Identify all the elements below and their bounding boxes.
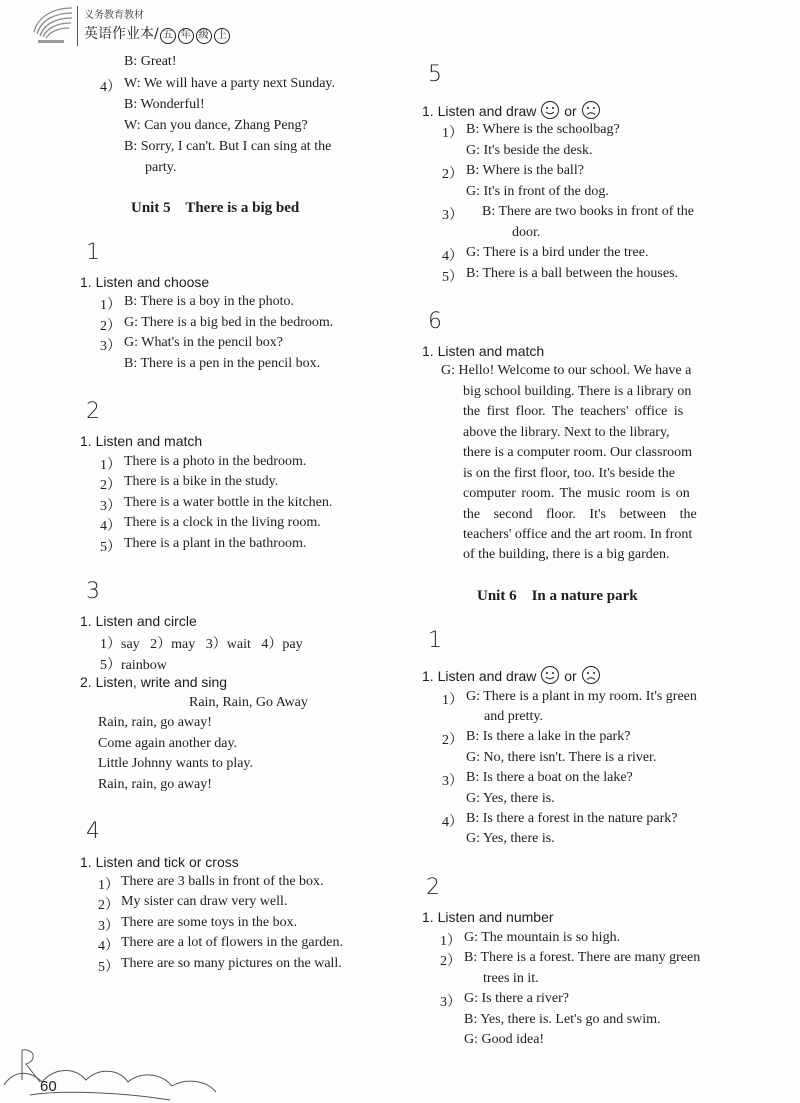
section-number: 5	[428, 62, 442, 87]
section-number: 1	[428, 628, 442, 653]
item-number: 2）	[100, 319, 121, 334]
dialog-line: party.	[145, 160, 177, 175]
list-item: and pretty.	[484, 709, 543, 724]
publisher-logo	[28, 2, 78, 48]
list-item: There is a photo in the bedroom.	[124, 454, 307, 469]
dialog-line: W: We will have a party next Sunday.	[124, 76, 336, 91]
grade-char: 五	[160, 28, 176, 44]
item-number: 2）	[442, 167, 463, 182]
paragraph-line: teachers' office and the art room. In front	[463, 527, 693, 542]
header-title-prefix: 英语作业本/	[84, 26, 159, 42]
item-number: 1）	[98, 878, 119, 893]
song-line: Rain, rain, go away!	[98, 715, 212, 730]
item-number: 4）	[100, 519, 121, 534]
exercise-heading-text: 1. Listen and draw	[422, 103, 537, 119]
song-line: Rain, rain, go away!	[98, 777, 212, 792]
or-text: or	[564, 103, 577, 119]
list-item: B: Where is the ball?	[466, 163, 584, 178]
list-item: B: Is there a forest in the nature park?	[466, 811, 678, 826]
exercise-heading	[422, 665, 601, 685]
item-number: 3）	[442, 208, 463, 223]
list-item: B: There is a boy in the photo.	[124, 294, 295, 309]
item-number: 2）	[440, 954, 461, 969]
exercise-heading: 1. Listen and match	[80, 433, 203, 449]
header-title	[84, 23, 231, 44]
item-number: 5）	[98, 960, 119, 975]
list-item: There is a bike in the study.	[124, 474, 279, 489]
list-item: G: Yes, there is.	[466, 791, 555, 806]
exercise-heading: 1. Listen and circle	[80, 613, 197, 629]
list-item: My sister can draw very well.	[121, 894, 288, 909]
section-number: 6	[428, 309, 442, 334]
list-item: B: Yes, there is. Let's go and swim.	[464, 1012, 661, 1027]
item-number: 4）	[442, 249, 463, 264]
list-item: There is a water bottle in the kitchen.	[124, 495, 333, 510]
list-item: There are 3 balls in front of the box.	[121, 874, 324, 889]
section-number: 3	[86, 579, 100, 604]
item-number: 1）	[100, 458, 121, 473]
exercise-heading: 1. Listen and choose	[80, 274, 210, 290]
or-text: or	[564, 668, 577, 684]
list-item: G: It's beside the desk.	[466, 143, 593, 158]
paragraph-line: the first floor. The teachers' office is	[463, 404, 684, 419]
item-number: 2）	[98, 898, 119, 913]
list-item: G: There is a big bed in the bedroom.	[124, 315, 334, 330]
item-number: 3）	[98, 919, 119, 934]
header-divider	[77, 6, 78, 46]
list-item: B: Where is the schoolbag?	[466, 122, 620, 137]
sad-face-icon	[581, 665, 601, 685]
paragraph-line: computer room. The music room is on	[463, 486, 690, 501]
page-number: 60	[40, 1078, 57, 1095]
list-item: B: There is a pen in the pencil box.	[124, 356, 321, 371]
list-item: There is a plant in the bathroom.	[124, 536, 307, 551]
section-number: 2	[86, 399, 100, 424]
header-subtitle: 义务教育教材	[84, 10, 144, 21]
grade-char: 上	[214, 28, 230, 44]
section-number: 4	[86, 819, 100, 844]
item-number: 5）	[100, 540, 121, 555]
item-number: 4）	[98, 939, 119, 954]
list-item: G: The mountain is so high.	[464, 930, 621, 945]
smiley-face-icon	[540, 100, 560, 120]
list-item: There is a clock in the living room.	[124, 515, 321, 530]
song-line: Come again another day.	[98, 736, 238, 751]
dialog-line: B: Sorry, I can't. But I can sing at the	[124, 139, 332, 154]
list-item: G: Yes, there is.	[466, 831, 555, 846]
item-number: 3）	[440, 995, 461, 1010]
paragraph-line: is on the first floor, too. It's beside the	[463, 466, 675, 481]
exercise-heading	[422, 100, 601, 120]
list-item: B: Is there a lake in the park?	[466, 729, 631, 744]
exercise-heading-text: 1. Listen and draw	[422, 668, 537, 684]
list-item: G: Is there a river?	[464, 991, 569, 1006]
item-number: 1）	[442, 126, 463, 141]
section-number: 1	[86, 240, 100, 265]
list-item: There are some toys in the box.	[121, 915, 298, 930]
list-item: There are so many pictures on the wall.	[121, 956, 342, 971]
list-item: B: There are two books in front of the	[482, 204, 695, 219]
list-item: B: There is a ball between the houses.	[466, 266, 679, 281]
paragraph-line: there is a computer room. Our classroom	[463, 445, 692, 460]
exercise-heading: 1. Listen and number	[422, 909, 554, 925]
word-list: 5）rainbow	[100, 658, 167, 673]
song-line: Little Johnny wants to play.	[98, 756, 254, 771]
item-number: 2）	[100, 478, 121, 493]
song-title: Rain, Rain, Go Away	[189, 695, 308, 710]
grade-char: 年	[178, 28, 194, 44]
unit-6-title: Unit 6 In a nature park	[477, 588, 638, 604]
paragraph-line: above the library. Next to the library,	[463, 425, 670, 440]
paragraph-line: G: Hello! Welcome to our school. We have a	[441, 363, 692, 378]
item-number: 3）	[100, 499, 121, 514]
list-item: G: No, there isn't. There is a river.	[466, 750, 657, 765]
list-item: There are a lot of flowers in the garden.	[121, 935, 343, 950]
section-number: 2	[426, 875, 440, 900]
item-number: 1）	[440, 934, 461, 949]
list-item: G: It's in front of the dog.	[466, 184, 609, 199]
unit-5-title: Unit 5 There is a big bed	[131, 200, 300, 216]
item-number: 3）	[100, 339, 121, 354]
list-item: B: Is there a boat on the lake?	[466, 770, 633, 785]
exercise-heading: 1. Listen and tick or cross	[80, 854, 239, 870]
list-item: door.	[512, 225, 541, 240]
item-number: 1）	[442, 693, 463, 708]
dialog-line: B: Great!	[124, 54, 177, 69]
smiley-face-icon	[540, 665, 560, 685]
paragraph-line: of the building, there is a big garden.	[463, 547, 670, 562]
word-list: 1）say 2）may 3）wait 4）pay	[100, 637, 303, 652]
dialog-line: W: Can you dance, Zhang Peng?	[124, 118, 308, 133]
item-number: 4）	[442, 815, 463, 830]
item-number: 4）	[100, 80, 121, 95]
exercise-heading: 1. Listen and match	[422, 343, 545, 359]
grade-char: 级	[196, 28, 212, 44]
item-number: 5）	[442, 270, 463, 285]
exercise-heading: 2. Listen, write and sing	[80, 674, 228, 690]
list-item: G: There is a plant in my room. It's green	[466, 689, 697, 704]
header	[28, 2, 328, 52]
list-item: B: There is a forest. There are many green	[464, 950, 701, 965]
list-item: G: Good idea!	[464, 1032, 545, 1047]
sad-face-icon	[581, 100, 601, 120]
list-item: G: What's in the pencil box?	[124, 335, 283, 350]
list-item: G: There is a bird under the tree.	[466, 245, 649, 260]
item-number: 1）	[100, 298, 121, 313]
list-item: trees in it.	[483, 971, 539, 986]
item-number: 3）	[442, 774, 463, 789]
paragraph-line: big school building. There is a library on	[463, 384, 692, 399]
dialog-line: B: Wonderful!	[124, 97, 205, 112]
item-number: 2）	[442, 733, 463, 748]
paragraph-line: the second floor. It's between the	[463, 507, 697, 522]
